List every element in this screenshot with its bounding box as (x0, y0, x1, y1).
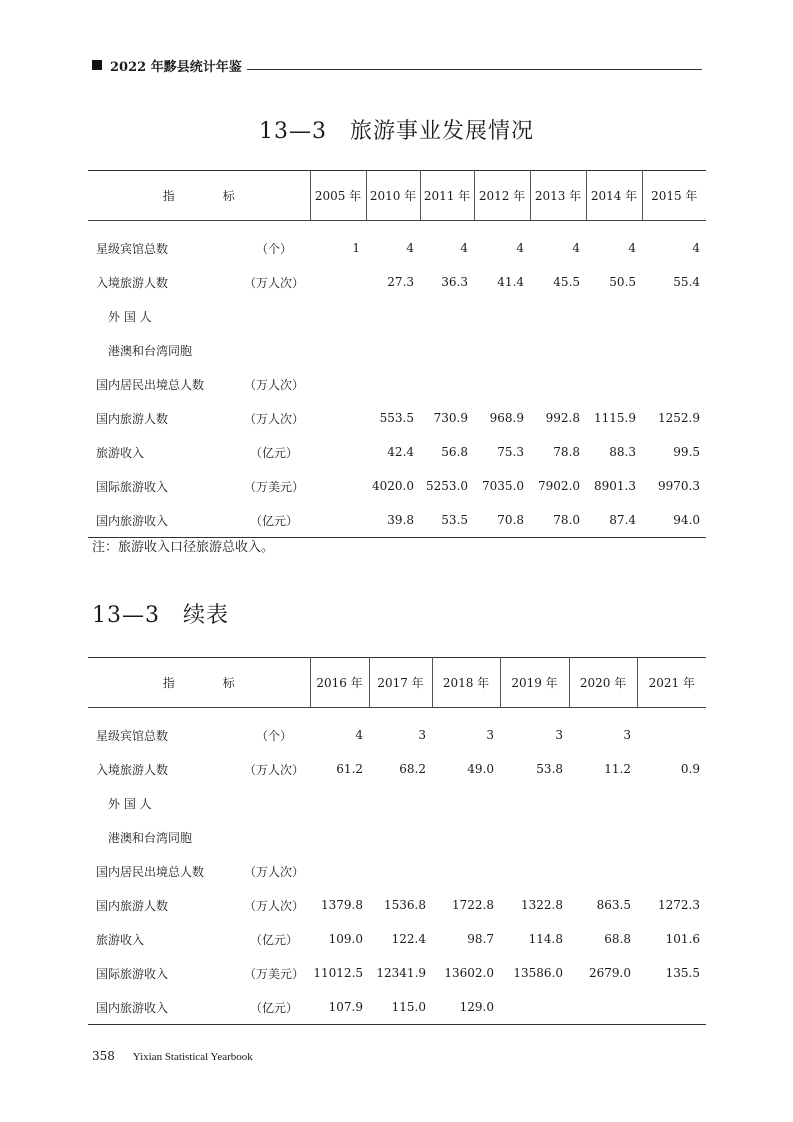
unit-cell (238, 299, 310, 333)
value-cell (366, 299, 420, 333)
value-cell (310, 820, 369, 854)
indicator-label: 外 国 人 (108, 309, 152, 324)
value-cell: 1252.9 (658, 411, 701, 425)
indicator-label: 国内旅游人数 (96, 411, 169, 426)
table-row (88, 752, 706, 786)
table-row (88, 708, 706, 753)
tourism-table-1 (88, 170, 706, 538)
year-header: 2014 年 (586, 171, 642, 221)
value-cell: 11012.5 (313, 966, 364, 980)
value-cell (310, 503, 366, 538)
value-cell (474, 299, 530, 333)
unit-cell (238, 786, 310, 820)
value-cell: 49.0 (467, 762, 495, 776)
value-cell: 88.3 (609, 445, 637, 459)
indicator-cell (88, 299, 238, 333)
year-header: 2005 年 (310, 171, 366, 221)
value-cell: 99.5 (673, 445, 701, 459)
value-cell (637, 854, 706, 888)
value-cell: 70.8 (497, 513, 525, 527)
value-cell: 101.6 (665, 932, 701, 946)
value-cell: 75.3 (497, 445, 525, 459)
value-cell: 39.8 (387, 513, 415, 527)
value-cell: 1115.9 (594, 411, 637, 425)
value-cell: 114.8 (528, 932, 564, 946)
unit-cell: （万人次） (244, 864, 305, 879)
value-cell (500, 854, 569, 888)
indicator-label: 国内居民出境总人数 (96, 864, 205, 879)
indicator-cell (88, 786, 238, 820)
value-cell: 730.9 (433, 411, 469, 425)
value-cell (569, 990, 637, 1025)
value-cell (310, 333, 366, 367)
value-cell: 109.0 (328, 932, 364, 946)
value-cell: 4 (572, 241, 581, 255)
table-row (88, 333, 706, 367)
table-row (88, 503, 706, 538)
table-row (88, 888, 706, 922)
value-cell: 36.3 (441, 275, 469, 289)
value-cell (637, 820, 706, 854)
value-cell: 122.4 (391, 932, 427, 946)
value-cell: 4 (406, 241, 415, 255)
unit-cell: （亿元） (250, 513, 299, 528)
value-cell: 94.0 (673, 513, 701, 527)
table-row (88, 956, 706, 990)
table-note: 注：旅游收入口径旅游总收入。 (92, 540, 275, 555)
value-cell (420, 367, 474, 401)
yearbook-title: 2022 年黟县统计年鉴 (110, 60, 242, 75)
value-cell (569, 854, 637, 888)
table1-header-row (88, 171, 706, 221)
value-cell: 1722.8 (452, 898, 495, 912)
value-cell: 13586.0 (513, 966, 564, 980)
value-cell (432, 820, 500, 854)
indicator-label: 国内旅游收入 (96, 513, 169, 528)
value-cell: 1379.8 (321, 898, 364, 912)
year-header: 2018 年 (432, 658, 500, 708)
year-header: 2011 年 (420, 171, 474, 221)
footer-yearbook-name: Yixian Statistical Yearbook (132, 1051, 253, 1063)
unit-cell: （万美元） (244, 966, 305, 981)
value-cell (500, 786, 569, 820)
value-cell (310, 469, 366, 503)
value-cell: 68.2 (399, 762, 427, 776)
indicator-label: 国际旅游收入 (96, 966, 169, 981)
value-cell: 7035.0 (482, 479, 525, 493)
value-cell: 45.5 (553, 275, 581, 289)
value-cell: 27.3 (387, 275, 415, 289)
value-cell (310, 435, 366, 469)
value-cell (369, 820, 432, 854)
value-cell (642, 367, 706, 401)
value-cell: 8901.3 (594, 479, 637, 493)
header-rule (247, 69, 702, 70)
indicator-cell (88, 752, 238, 786)
indicator-label: 旅游收入 (96, 932, 145, 947)
indicator-label: 外 国 人 (108, 796, 152, 811)
value-cell (310, 854, 369, 888)
year-header: 2016 年 (310, 658, 369, 708)
value-cell (637, 990, 706, 1025)
unit-cell: （万人次） (244, 762, 305, 777)
value-cell: 553.5 (379, 411, 415, 425)
indicator-cell (88, 469, 238, 503)
value-cell: 7902.0 (538, 479, 581, 493)
value-cell (310, 786, 369, 820)
value-cell (310, 265, 366, 299)
value-cell: 863.5 (596, 898, 632, 912)
indicator-label: 国内旅游收入 (96, 1000, 169, 1015)
year-header: 2015 年 (642, 171, 706, 221)
table-row (88, 820, 706, 854)
indicator-cell (88, 708, 238, 753)
indicator-cell (88, 333, 238, 367)
unit-cell (238, 820, 310, 854)
page-header (92, 56, 702, 76)
table-row (88, 265, 706, 299)
value-cell: 4 (692, 241, 701, 255)
value-cell (500, 990, 569, 1025)
value-cell: 3 (486, 728, 495, 742)
table-row (88, 401, 706, 435)
value-cell: 992.8 (545, 411, 581, 425)
value-cell: 61.2 (336, 762, 364, 776)
value-cell (310, 367, 366, 401)
unit-cell (238, 333, 310, 367)
value-cell (500, 820, 569, 854)
year-header: 2020 年 (569, 658, 637, 708)
indicator-cell (88, 990, 238, 1025)
value-cell: 1272.3 (658, 898, 701, 912)
indicator-label: 国内旅游人数 (96, 898, 169, 913)
indicator-label: 港澳和台湾同胞 (108, 830, 193, 845)
value-cell (586, 367, 642, 401)
indicator-cell (88, 888, 238, 922)
value-cell: 98.7 (467, 932, 495, 946)
value-cell: 55.4 (673, 275, 701, 289)
value-cell: 1536.8 (384, 898, 427, 912)
value-cell (310, 299, 366, 333)
value-cell: 50.5 (609, 275, 637, 289)
table-row (88, 299, 706, 333)
value-cell: 3 (555, 728, 564, 742)
value-cell: 12341.9 (376, 966, 427, 980)
page-number: 358 (92, 1049, 115, 1063)
value-cell (366, 367, 420, 401)
value-cell (586, 299, 642, 333)
unit-cell: （个） (256, 728, 293, 743)
value-cell (432, 786, 500, 820)
square-bullet-icon (92, 60, 102, 70)
value-cell: 68.8 (604, 932, 632, 946)
table2-title: 13—3 续表 (92, 603, 229, 628)
indicator-cell (88, 367, 238, 401)
value-cell: 115.0 (391, 1000, 427, 1014)
indicator-cell (88, 820, 238, 854)
value-cell (569, 786, 637, 820)
value-cell: 129.0 (459, 1000, 495, 1014)
value-cell: 41.4 (497, 275, 525, 289)
indicator-label: 入境旅游人数 (96, 762, 169, 777)
value-cell: 5253.0 (426, 479, 469, 493)
year-header: 2010 年 (366, 171, 420, 221)
value-cell (432, 854, 500, 888)
unit-cell: （万人次） (244, 898, 305, 913)
value-cell: 78.0 (553, 513, 581, 527)
value-cell (642, 333, 706, 367)
value-cell: 2679.0 (589, 966, 632, 980)
value-cell (420, 333, 474, 367)
value-cell: 11.2 (604, 762, 632, 776)
table2-header-row (88, 658, 706, 708)
indicator-label: 星级宾馆总数 (96, 728, 169, 743)
value-cell (369, 854, 432, 888)
year-header: 2017 年 (369, 658, 432, 708)
unit-cell: （万美元） (244, 479, 305, 494)
value-cell (474, 367, 530, 401)
table-row (88, 854, 706, 888)
unit-cell: （万人次） (244, 377, 305, 392)
unit-cell: （亿元） (250, 445, 299, 460)
unit-cell: （个） (256, 241, 293, 256)
table-row (88, 221, 706, 266)
indicator-label: 星级宾馆总数 (96, 241, 169, 256)
indicator-cell (88, 956, 238, 990)
value-cell (642, 299, 706, 333)
value-cell: 4 (516, 241, 525, 255)
value-cell (637, 708, 706, 753)
value-cell (366, 333, 420, 367)
indicator-label: 旅游收入 (96, 445, 145, 460)
value-cell: 1 (352, 241, 361, 255)
unit-cell: （万人次） (244, 275, 305, 290)
value-cell (530, 333, 586, 367)
value-cell: 1322.8 (521, 898, 564, 912)
table-row (88, 786, 706, 820)
table-row (88, 469, 706, 503)
value-cell (420, 299, 474, 333)
value-cell: 9970.3 (658, 479, 701, 493)
indicator-label: 国际旅游收入 (96, 479, 169, 494)
value-cell (310, 401, 366, 435)
year-header: 2012 年 (474, 171, 530, 221)
value-cell: 78.8 (553, 445, 581, 459)
year-header: 2013 年 (530, 171, 586, 221)
value-cell: 4 (355, 728, 364, 742)
value-cell: 968.9 (489, 411, 525, 425)
unit-cell: （万人次） (244, 411, 305, 426)
indicator-cell (88, 401, 238, 435)
indicator-cell (88, 221, 238, 266)
indicator-label: 国内居民出境总人数 (96, 377, 205, 392)
indicator-cell (88, 435, 238, 469)
value-cell: 4 (628, 241, 637, 255)
indicator-cell (88, 922, 238, 956)
value-cell (569, 820, 637, 854)
value-cell: 87.4 (609, 513, 637, 527)
indicator-cell (88, 265, 238, 299)
value-cell (530, 367, 586, 401)
indicator-header: 指 标 (88, 171, 310, 221)
value-cell (369, 786, 432, 820)
value-cell (474, 333, 530, 367)
value-cell (586, 333, 642, 367)
indicator-cell (88, 503, 238, 538)
indicator-header: 指 标 (88, 658, 310, 708)
value-cell: 42.4 (387, 445, 415, 459)
value-cell (637, 786, 706, 820)
table-row (88, 435, 706, 469)
value-cell: 4 (460, 241, 469, 255)
tourism-table-2 (88, 657, 706, 1025)
unit-cell: （亿元） (250, 932, 299, 947)
value-cell: 53.5 (441, 513, 469, 527)
value-cell: 13602.0 (444, 966, 495, 980)
value-cell: 53.8 (536, 762, 564, 776)
indicator-label: 港澳和台湾同胞 (108, 343, 193, 358)
value-cell: 135.5 (665, 966, 701, 980)
indicator-label: 入境旅游人数 (96, 275, 169, 290)
value-cell: 4020.0 (372, 479, 415, 493)
table-row (88, 922, 706, 956)
table-row (88, 990, 706, 1025)
table-row (88, 367, 706, 401)
indicator-cell (88, 854, 238, 888)
value-cell: 56.8 (441, 445, 469, 459)
value-cell (530, 299, 586, 333)
year-header: 2021 年 (637, 658, 706, 708)
unit-cell: （亿元） (250, 1000, 299, 1015)
value-cell: 107.9 (328, 1000, 364, 1014)
value-cell: 3 (623, 728, 632, 742)
table1-title: 13—3 旅游事业发展情况 (259, 119, 534, 144)
value-cell: 3 (418, 728, 427, 742)
year-header: 2019 年 (500, 658, 569, 708)
page-footer (92, 1049, 253, 1063)
value-cell: 0.9 (680, 762, 701, 776)
